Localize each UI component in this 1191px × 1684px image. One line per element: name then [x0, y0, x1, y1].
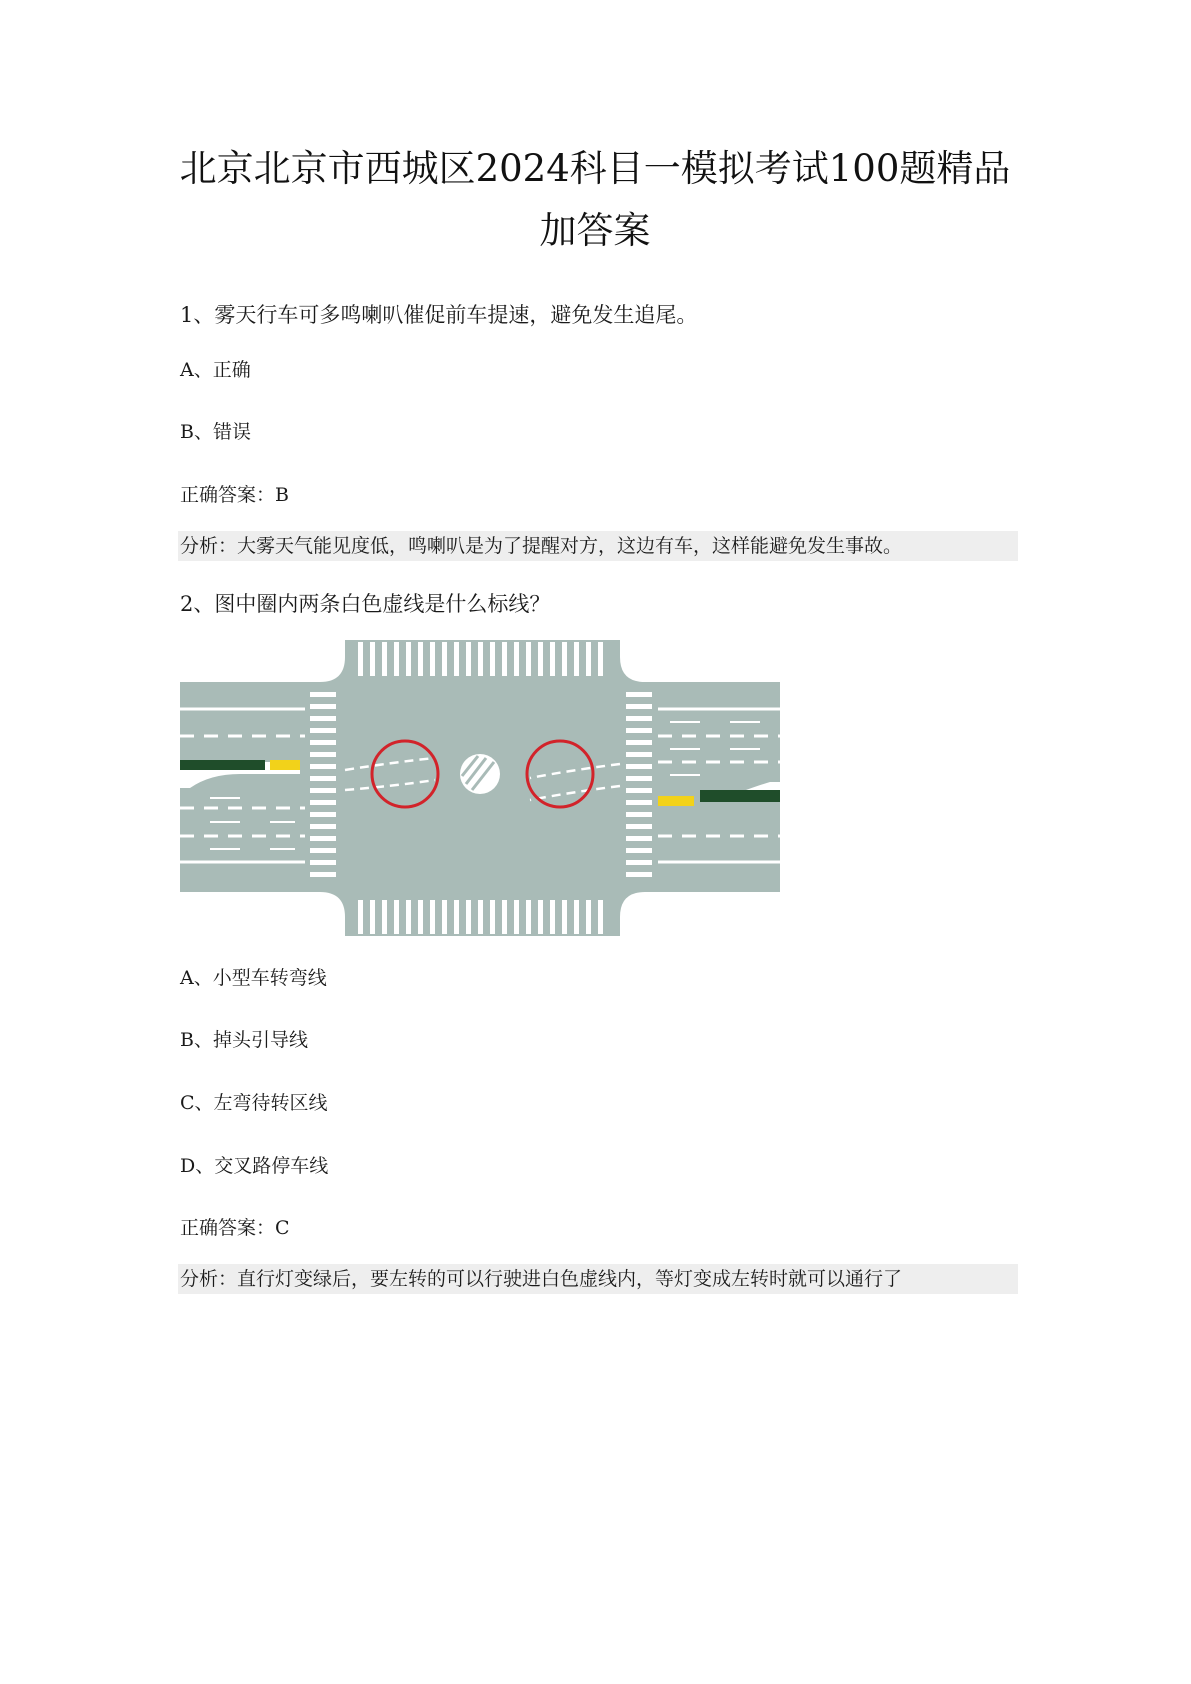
- question-2-option-c: C、左弯待转区线: [180, 1092, 328, 1114]
- title-line-1: 北京北京市西城区2024科目一模拟考试100题精品: [179, 147, 1011, 190]
- title-line-2: 加答案: [539, 209, 651, 252]
- question-2-option-a: A、小型车转弯线: [180, 967, 327, 989]
- question-1-text: 1、雾天行车可多鸣喇叭催促前车提速，避免发生追尾。: [180, 303, 698, 327]
- question-1-option-a: A、正确: [180, 359, 251, 381]
- question-1-answer: 正确答案：B: [180, 484, 289, 506]
- intersection-diagram: [180, 640, 780, 936]
- question-2-option-d: D、交叉路停车线: [180, 1155, 329, 1177]
- question-1-analysis: 分析：大雾天气能见度低，鸣喇叭是为了提醒对方，这边有车，这样能避免发生事故。: [178, 531, 1018, 561]
- question-2-option-b: B、掉头引导线: [180, 1029, 308, 1051]
- question-2-analysis: 分析：直行灯变绿后，要左转的可以行驶进白色虚线内，等灯变成左转时就可以通行了: [178, 1264, 1018, 1294]
- question-1-option-b: B、错误: [180, 421, 251, 443]
- question-2-answer: 正确答案：C: [180, 1217, 290, 1239]
- question-2-text: 2、图中圈内两条白色虚线是什么标线？: [180, 592, 551, 616]
- page-title: [170, 138, 1020, 262]
